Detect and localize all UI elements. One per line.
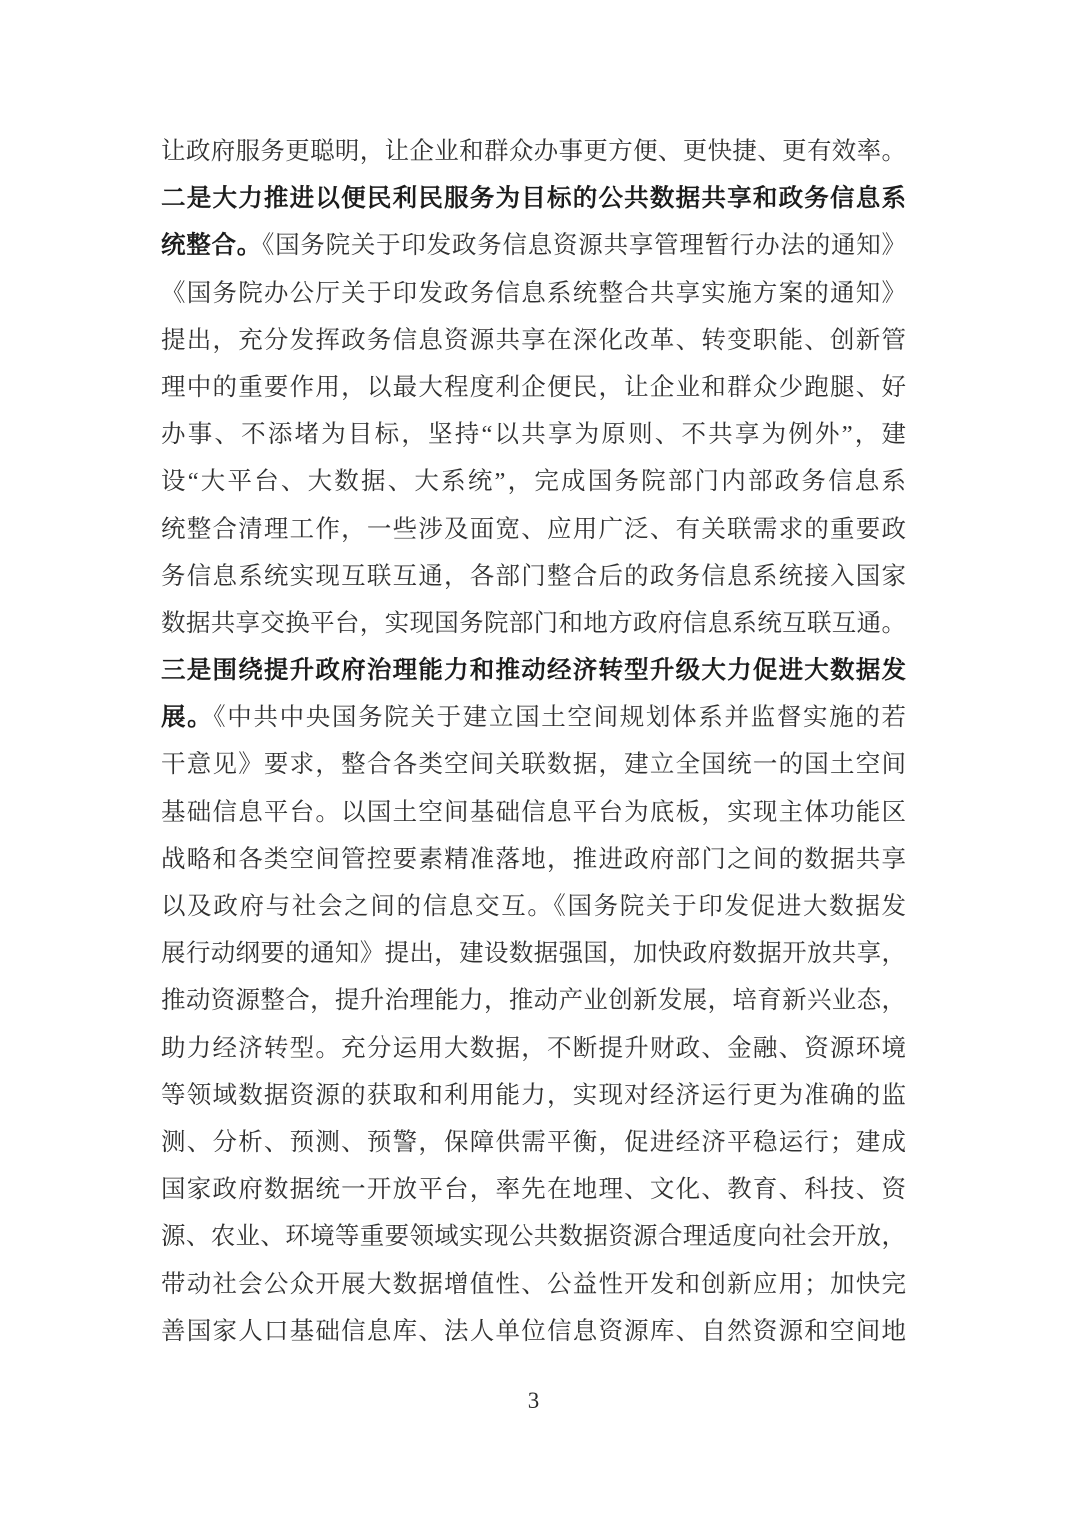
text-run: 统整合清理工作，一些涉及面宽、应用广泛、有关联需求的重要政 bbox=[161, 515, 906, 543]
text-line bbox=[161, 977, 906, 1024]
text-line bbox=[161, 270, 906, 317]
text-line bbox=[161, 1261, 906, 1308]
text-run: 设“大平台、大数据、大系统”，完成国务院部门内部政务信息系 bbox=[161, 468, 906, 496]
page-number: 3 bbox=[527, 1388, 540, 1413]
text-line bbox=[161, 458, 906, 505]
text-run: 办事、不添堵为目标，坚持“以共享为原则、不共享为例外”，建 bbox=[161, 421, 906, 449]
text-run: 助力经济转型。充分运用大数据，不断提升财政、金融、资源环境 bbox=[161, 1034, 906, 1062]
text-line bbox=[161, 317, 906, 364]
text-line bbox=[161, 600, 906, 647]
text-run: 等领域数据资源的获取和利用能力，实现对经济运行更为准确的监 bbox=[161, 1081, 906, 1109]
text-line bbox=[161, 1025, 906, 1072]
bold-text-run: 统整合。 bbox=[161, 232, 263, 260]
text-run: 源、农业、环境等重要领域实现公共数据资源合理适度向社会开放， bbox=[161, 1223, 906, 1251]
text-run: 《中共中央国务院关于建立国土空间规划体系并监督实施的若 bbox=[213, 704, 907, 732]
text-run: 数据共享交换平台，实现国务院部门和地方政府信息系统互联互通。 bbox=[161, 609, 906, 637]
text-run: 以及政府与社会之间的信息交互。《国务院关于印发促进大数据发 bbox=[161, 893, 906, 920]
text-line bbox=[161, 836, 906, 883]
text-line bbox=[161, 222, 906, 269]
text-line bbox=[161, 364, 906, 411]
text-run: 提出，充分发挥政务信息资源共享在深化改革、转变职能、创新管 bbox=[161, 326, 906, 354]
text-line bbox=[161, 553, 906, 600]
text-line bbox=[161, 741, 906, 788]
text-run: 推动资源整合，提升治理能力，推动产业创新发展，培育新兴业态， bbox=[161, 987, 906, 1015]
text-line bbox=[161, 1119, 906, 1166]
bold-text-run: 展。 bbox=[161, 704, 214, 732]
text-run: 《国务院关于印发政务信息资源共享管理暂行办法的通知》 bbox=[262, 232, 907, 260]
text-line bbox=[161, 175, 906, 222]
text-line bbox=[161, 694, 906, 741]
text-run: 善国家人口基础信息库、法人单位信息资源库、自然资源和空间地 bbox=[161, 1317, 906, 1345]
text-run: 基础信息平台。以国土空间基础信息平台为底板，实现主体功能区 bbox=[161, 798, 906, 826]
text-run: 带动社会公众开展大数据增值性、公益性开发和创新应用；加快完 bbox=[161, 1270, 906, 1298]
text-line bbox=[161, 128, 906, 175]
text-line bbox=[161, 647, 906, 694]
text-run: 展行动纲要的通知》提出，建设数据强国，加快政府数据开放共享， bbox=[161, 940, 906, 968]
text-run: 务信息系统实现互联互通，各部门整合后的政务信息系统接入国家 bbox=[161, 562, 906, 590]
text-line bbox=[161, 883, 906, 930]
text-run: 国家政府数据统一开放平台，率先在地理、文化、教育、科技、资 bbox=[161, 1176, 906, 1204]
bold-text-run: 二是大力推进以便民利民服务为目标的公共数据共享和政务信息系 bbox=[161, 185, 906, 213]
text-run: 战略和各类空间管控要素精准落地，推进政府部门之间的数据共享 bbox=[161, 845, 906, 873]
text-run: 干意见》要求，整合各类空间关联数据，建立全国统一的国土空间 bbox=[161, 751, 906, 779]
text-line bbox=[161, 789, 906, 836]
bold-text-run: 三是围绕提升政府治理能力和推动经济转型升级大力促进大数据发 bbox=[161, 657, 906, 685]
text-line bbox=[161, 1072, 906, 1119]
text-lines bbox=[161, 128, 906, 1355]
text-line bbox=[161, 930, 906, 977]
text-line bbox=[161, 1213, 906, 1260]
text-run: 《国务院办公厅关于印发政务信息系统整合共享实施方案的通知》 bbox=[161, 279, 906, 307]
text-run: 测、分析、预测、预警，保障供需平衡，促进经济平稳运行；建成 bbox=[161, 1128, 906, 1156]
text-run: 理中的重要作用，以最大程度利企便民，让企业和群众少跑腿、好 bbox=[161, 373, 906, 401]
text-run: 让政府服务更聪明，让企业和群众办事更方便、更快捷、更有效率。 bbox=[161, 138, 906, 165]
text-line bbox=[161, 1308, 906, 1355]
text-line bbox=[161, 1166, 906, 1213]
text-line bbox=[161, 506, 906, 553]
text-line bbox=[161, 411, 906, 458]
